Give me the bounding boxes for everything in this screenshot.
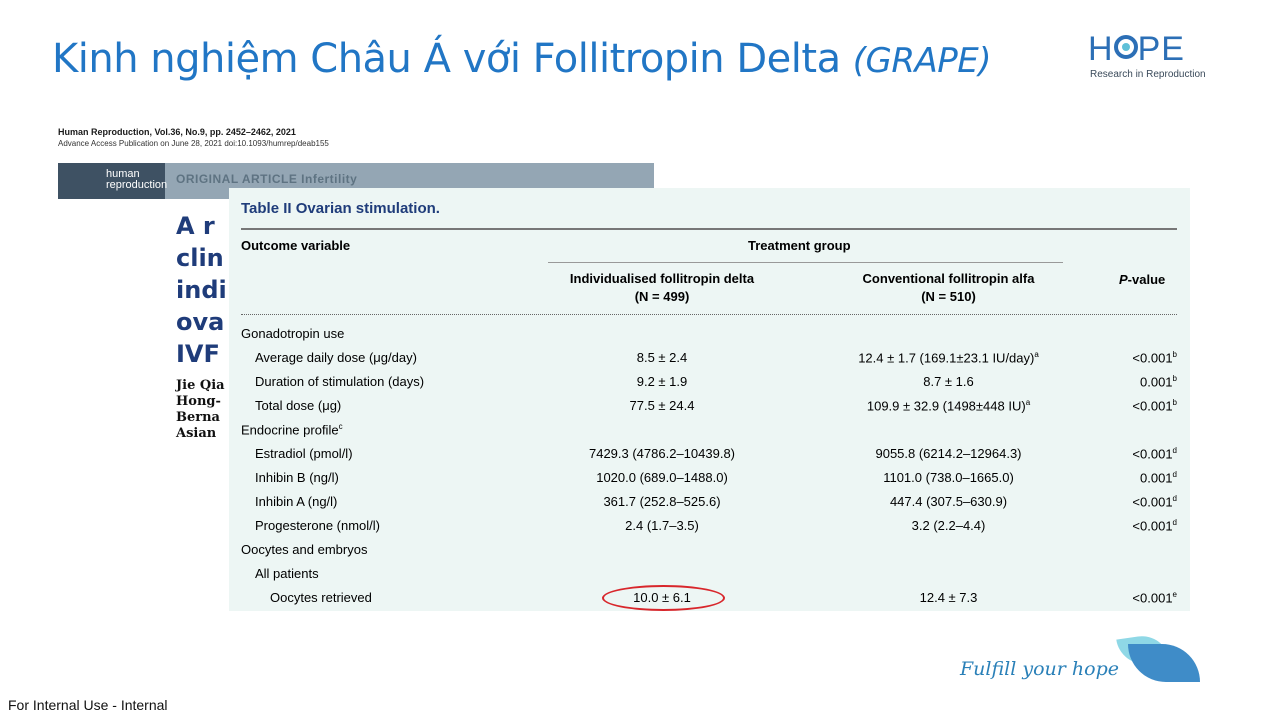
journal-doi: Advance Access Publication on June 28, 2021 doi:10.1093/humrep/deab155	[58, 139, 329, 148]
leaf-dark-icon	[1128, 644, 1200, 682]
table-card	[229, 188, 1190, 611]
slide-title: Kinh nghiệm Châu Á với Follitropin Delta (GRAPE)	[52, 36, 992, 82]
header-treatment-group: Treatment group	[748, 238, 851, 253]
table-row: Gonadotropin use	[241, 326, 345, 341]
table-row: Duration of stimulation (days) 9.2 ± 1.9 8.7 ± 1.6 0.001$^b$	[255, 374, 1177, 390]
article-section: ORIGINAL ARTICLE Infertility	[176, 172, 358, 186]
article-title: A r clin indi ova IVF	[176, 212, 227, 368]
logo-subtitle: Research in Reproduction	[1090, 69, 1206, 80]
highlight-ellipse	[602, 585, 725, 611]
table-row: Total dose (μg) 77.5 ± 24.4 109.9 ± 32.9 (1498±448 IU)$^a$ <0.001$^b$	[255, 398, 1177, 414]
slide-title-italic: (GRAPE)	[852, 41, 992, 81]
table-row: Average daily dose (μg/day) 8.5 ± 2.4 12.4 ± 1.7 (169.1±23.1 IU/day)$^a$ <0.001$^b$	[255, 350, 1177, 366]
header-pvalue: P-value	[1119, 272, 1166, 287]
table-row: Inhibin A (ng/l) 361.7 (252.8–525.6) 447.4 (307.5–630.9) <0.001$^d$	[255, 494, 1177, 510]
table-row: Progesterone (nmol/l) 2.4 (1.7–3.5) 3.2 (2.2–4.4) <0.001$^d$	[255, 518, 1177, 534]
header-delta: Individualised follitropin delta (N = 499)	[569, 271, 755, 304]
table-row: Endocrine profile$^c$	[241, 422, 343, 438]
article-authors: Jie Qia Hong- Berna Asian	[176, 378, 225, 441]
header-dotted-rule	[241, 314, 1177, 315]
journal-citation: Human Reproduction, Vol.36, No.9, pp. 2452–2462, 2021	[58, 127, 296, 137]
table-row: Inhibin B (ng/l) 1020.0 (689.0–1488.0) 1101.0 (738.0–1665.0) 0.001$^d$	[255, 470, 1177, 486]
logo-eye-icon	[1114, 35, 1138, 59]
table-row: Oocytes retrieved 10.0 ± 6.1 12.4 ± 7.3 <0.001$^e$	[270, 590, 1177, 606]
header-outcome: Outcome variable	[241, 238, 351, 253]
internal-use-label: For Internal Use - Internal	[8, 697, 168, 713]
table-row: All patients	[255, 566, 319, 581]
table-row: Oocytes and embryos	[241, 542, 368, 557]
header-alfa: Conventional follitropin alfa (N = 510)	[862, 271, 1035, 304]
journal-logo: human reproduction	[58, 163, 165, 199]
table-top-rule	[241, 228, 1177, 230]
table-row: Estradiol (pmol/l) 7429.3 (4786.2–10439.8) 9055.8 (6214.2–12964.3) <0.001$^d$	[255, 446, 1177, 462]
hope-logo: H PE Research in Reproduction	[1088, 30, 1206, 80]
group-rule	[548, 262, 1063, 263]
table-title: Table II Ovarian stimulation.	[241, 200, 440, 217]
footer-tagline: Fulfill your hope	[960, 658, 1119, 680]
